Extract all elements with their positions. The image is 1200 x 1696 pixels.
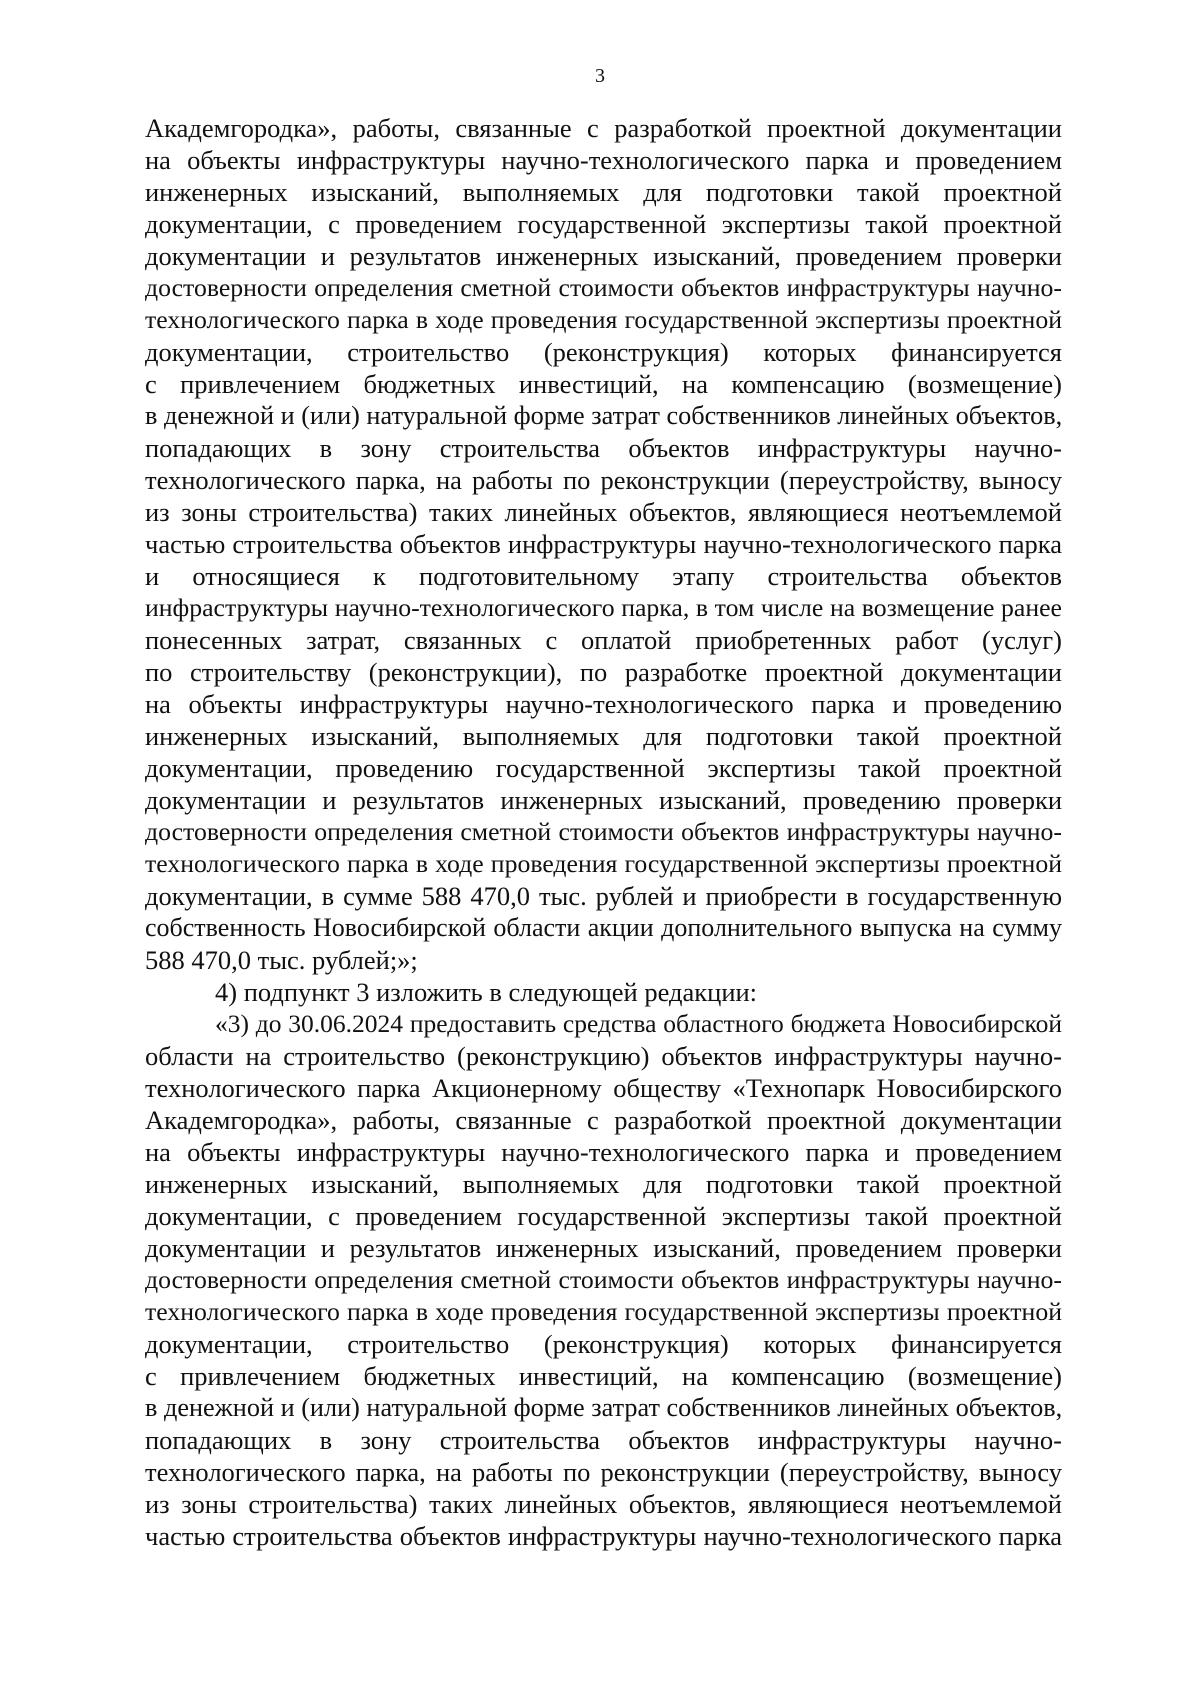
text-line: частью строительства объектов инфраструктуры научно-технологического парка bbox=[145, 529, 1062, 559]
text-line: с привлечением бюджетных инвестиций, на компенсацию (возмещение) bbox=[145, 369, 1062, 399]
text-line: и относящиеся к подготовительному этапу строительства объектов bbox=[145, 561, 1062, 591]
text-line: документации и результатов инженерных изысканий, проведению проверки bbox=[145, 785, 1062, 815]
text-line: документации, в сумме 588 470,0 тыс. рублей и приобрести в государственную bbox=[145, 881, 1062, 911]
text-line: документации, с проведением государственной экспертизы такой проектной bbox=[145, 1201, 1062, 1231]
text-line: «3) до 30.06.2024 предоставить средства областного бюджета Новосибирской bbox=[215, 1009, 1062, 1038]
text-line: области на строительство (реконструкцию) объектов инфраструктуры научно- bbox=[145, 1041, 1062, 1071]
text-line: по строительству (реконструкции), по разработке проектной документации bbox=[145, 657, 1062, 687]
text-line: Академгородка», работы, связанные с разработкой проектной документации bbox=[145, 113, 1062, 143]
text-line: технологического парка в ходе проведения государственной экспертизы проектной bbox=[145, 849, 1062, 878]
text-line: документации, проведению государственной экспертизы такой проектной bbox=[145, 753, 1062, 783]
subpoint-heading: 4) подпункт 3 изложить в следующей редакции: bbox=[215, 977, 758, 1007]
text-line: документации и результатов инженерных изысканий, проведением проверки bbox=[145, 241, 1062, 271]
text-line: понесенных затрат, связанных с оплатой приобретенных работ (услуг) bbox=[145, 625, 1062, 655]
text-line: из зоны строительства) таких линейных объектов, являющиеся неотъемлемой bbox=[145, 497, 1062, 527]
text-line: на объекты инфраструктуры научно-технологического парка и проведением bbox=[145, 1137, 1062, 1167]
text-line: технологического парка, на работы по реконструкции (переустройству, выносу bbox=[145, 1457, 1062, 1487]
text-line: с привлечением бюджетных инвестиций, на компенсацию (возмещение) bbox=[145, 1361, 1062, 1391]
text-line: инженерных изысканий, выполняемых для подготовки такой проектной bbox=[145, 177, 1062, 207]
text-line: инженерных изысканий, выполняемых для подготовки такой проектной bbox=[145, 721, 1062, 751]
text-line: в денежной и (или) натуральной форме затрат собственников линейных объектов, bbox=[145, 1393, 1063, 1422]
text-line: документации, строительство (реконструкция) которых финансируется bbox=[145, 337, 1062, 367]
text-line: технологического парка, на работы по реконструкции (переустройству, выносу bbox=[145, 465, 1062, 495]
text-line: частью строительства объектов инфраструктуры научно-технологического парка bbox=[145, 1521, 1062, 1551]
text-line: достоверности определения сметной стоимости объектов инфраструктуры научно- bbox=[145, 1265, 1062, 1294]
text-line: инфраструктуры научно-технологического парка, в том числе на возмещение ранее bbox=[145, 593, 1062, 622]
text-line: достоверности определения сметной стоимости объектов инфраструктуры научно- bbox=[145, 273, 1062, 302]
text-line: инженерных изысканий, выполняемых для подготовки такой проектной bbox=[145, 1169, 1062, 1199]
text-line: собственность Новосибирской области акции дополнительного выпуска на сумму bbox=[145, 913, 1062, 942]
text-line: Академгородка», работы, связанные с разработкой проектной документации bbox=[145, 1105, 1062, 1135]
page-number: 3 bbox=[595, 65, 605, 87]
text-line: попадающих в зону строительства объектов инфраструктуры научно- bbox=[145, 1425, 1062, 1455]
text-line: из зоны строительства) таких линейных объектов, являющиеся неотъемлемой bbox=[145, 1489, 1062, 1519]
text-line: в денежной и (или) натуральной форме затрат собственников линейных объектов, bbox=[145, 401, 1063, 430]
text-line: попадающих в зону строительства объектов инфраструктуры научно- bbox=[145, 433, 1062, 463]
text-line: на объекты инфраструктуры научно-технологического парка и проведению bbox=[145, 689, 1062, 719]
text-line: документации, с проведением государственной экспертизы такой проектной bbox=[145, 209, 1062, 239]
text-line: технологического парка Акционерному обществу «Технопарк Новосибирского bbox=[145, 1073, 1062, 1103]
text-line: 588 470,0 тыс. рублей;»; bbox=[145, 945, 418, 975]
document-body bbox=[145, 112, 1062, 1552]
text-line: документации, строительство (реконструкция) которых финансируется bbox=[145, 1329, 1062, 1359]
text-line: документации и результатов инженерных изысканий, проведением проверки bbox=[145, 1233, 1062, 1263]
text-line: достоверности определения сметной стоимости объектов инфраструктуры научно- bbox=[145, 817, 1062, 846]
text-line: технологического парка в ходе проведения государственной экспертизы проектной bbox=[145, 305, 1062, 334]
text-line: на объекты инфраструктуры научно-технологического парка и проведением bbox=[145, 145, 1062, 175]
text-line: технологического парка в ходе проведения государственной экспертизы проектной bbox=[145, 1297, 1062, 1326]
